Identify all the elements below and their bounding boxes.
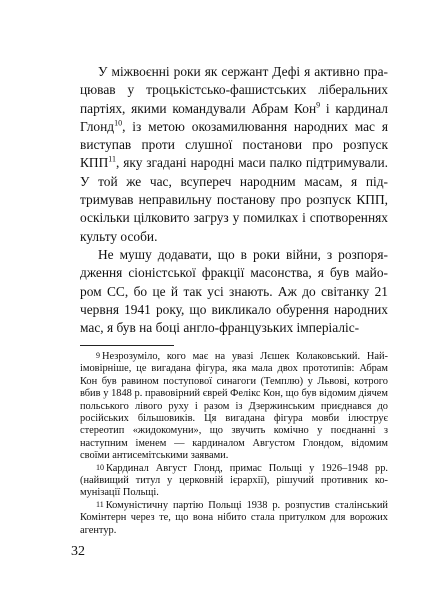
- footnote-ref-10: 10: [114, 118, 123, 128]
- footnote-text: Кардинал Август Глонд, примас Польщі у 1926–1948 рр. (найвищий титул у церковній ієрархії), рішучий противник комунізації Польщі.: [80, 462, 388, 499]
- footnote-10: [80, 463, 388, 500]
- footnote-number: 11: [96, 499, 104, 509]
- footnote-text: Комуністичну партію Польщі 1938 р. розпустив сталінський Комінтерн через те, що вона нібито стала притулком для ворожих агентур.: [80, 499, 388, 536]
- paragraph-1: [80, 63, 388, 246]
- footnote-11: [80, 500, 388, 537]
- paragraph-2: Не мушу додавати, що в роки війни, з розпорядження сіоністської фракції масонства, я був майором СС, бо це й так усі знають. Аж до світанку 21 червня 1941 року, що викликало обурення народних мас, я був на боці англо-французьких імперіаліс-: [80, 246, 388, 336]
- paragraph-1-part-b: і кардинал Глонд: [80, 100, 388, 134]
- footnote-number: 10: [96, 462, 104, 472]
- footnote-number: 9: [96, 351, 100, 360]
- page-number: 32: [71, 544, 85, 559]
- footnote-ref-9: 9: [316, 100, 321, 110]
- footnote-divider: [80, 345, 174, 346]
- footnote-text: Незрозуміло, кого має на увазі Лєшек Колаковський. Найімовірніше, це вигадана фігура, яка мала двох прототипів: Абрам Кон був равином поступової синагоги (Темплю) у Львові, котрого вбив у 1848 р. правовірний єврей Фелікс Кон, що був відомим діячем польського лівого руху і разом із Дзержинським приєднався до російських більшовиків. Ця вигадана фігура мовби ілюструє стереотип «жидокомуни», що звучить комічно у поєднанні з наступним іменем — кардиналом Августом Глондом, відомим своїми антисемітськими заявами.: [80, 351, 388, 462]
- footnote-9: [80, 351, 388, 463]
- paragraph-1-part-c: , із метою окозамилювання народних мас я виступав проти слушної постанови про розпуск КПП: [80, 118, 388, 171]
- footnotes: [80, 351, 388, 537]
- main-text: [80, 63, 388, 337]
- footnote-ref-11: 11: [108, 155, 116, 165]
- paragraph-1-part-d: , яку згадані народні маси палко підтримували. У той же час, всупереч народним масам, я підтримував неправильну постанову про розпуск КПП, оскільки цілковито загруз у помилках і спотвореннях культу особи.: [80, 155, 388, 244]
- paragraph-1-part-a: У міжвоєнні роки як сержант Дефі я активно працював у троцькістсько-фашистських ліберальних партіях, якими командували Абрам Кон: [80, 64, 388, 116]
